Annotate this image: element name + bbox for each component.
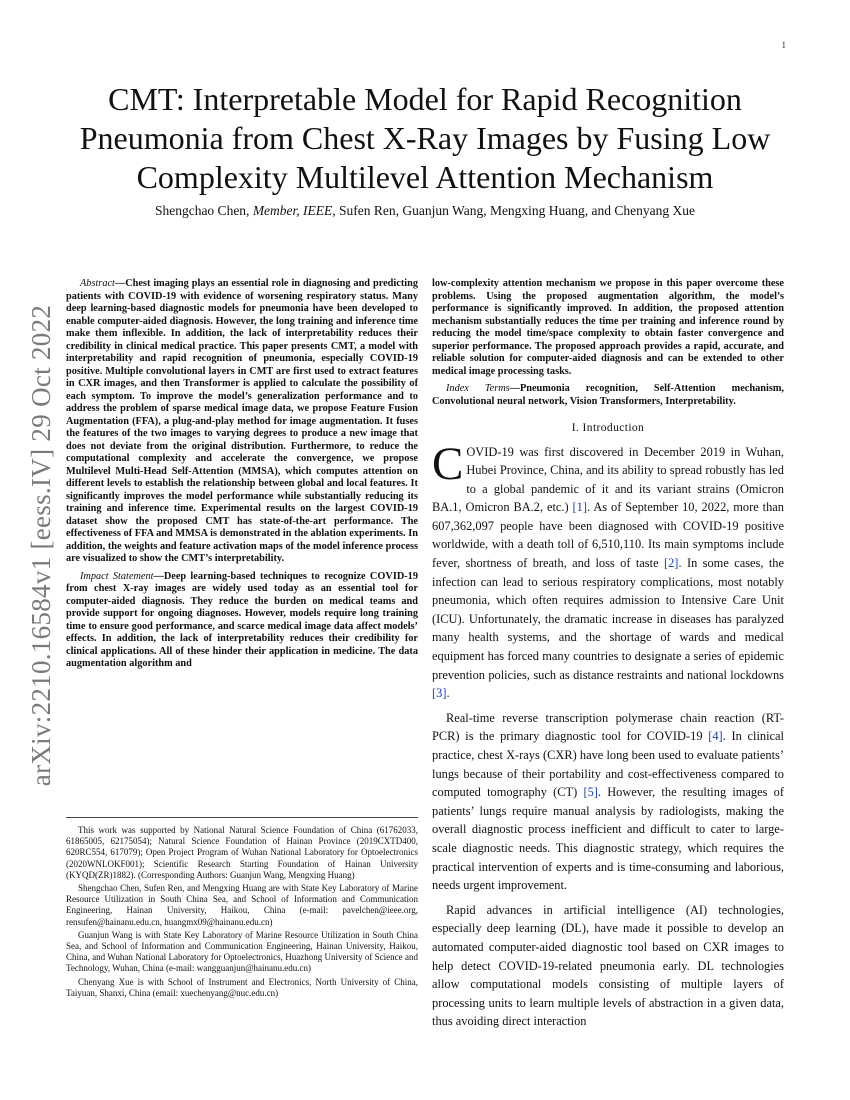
right-column [432,278,784,1037]
abstract-label: Abstract [80,278,115,289]
drop-cap-letter: C [432,437,464,490]
citation-link[interactable]: [4] [708,729,723,744]
intro-paragraph-3: Rapid advances in artificial intelligence (AI) technologies, especially deep learning (DL), have made it possible to develop an automated computer-aided diagnostic tool based on CXR images to help detect COVID-19-related pneumonia early. DL technologies allow computational models consisting of multiple layers of processing units to learn multiple levels of abstraction in a given data, thus avoiding direct interaction [432,902,784,1029]
abstract-paragraph [66,278,418,566]
abstract-text: —Chest imaging plays an essential role in diagnosing and predicting patients with COVID-19 with evidence of worsening respiratory status. Many deep learning-based diagnostic models for pneumonia have been developed to enable computer-aided diagnosis. However, the long training and inference time make them inflexible. In addition, the lack of interpretability reduces their credibility in clinical medical practice. This paper presents CMT, a model with interpretability and rapid recognition of pneumonia, especially COVID-19 positive. Multiple convolutional layers in CMT are first used to extract features in CXR images, and then Transformer is applied to calculate the possibility of each symptom. To improve the model’s generalization performance and to address the problem of sparse medical image data, we propose Feature Fusion Augmentation (FFA), a plug-and-play method for image augmentation. It fuses the features of the two images to varying degrees to produce a new image that does not deviate from the original distribution. Furthermore, to reduce the computational complexity and accelerate the convergence, we propose Multilevel Multi-Head Self-Attention (MMSA), which computes attention on different levels to establish the relationship between global and local features. It significantly improves the model performance while substantially reducing its training and inference time. Experimental results on the largest COVID-19 dataset show the proposed CMT has state-of-the-art performance. The effectiveness of FFA and MMSA is demonstrated in the ablation experiments. In addition, the weights and feature activation maps of the model inference process are visualized to show the CMT’s interpretability. [66,278,418,564]
intro-paragraph-1: COVID-19 was first discovered in December 2019 in Wuhan, Hubei Province, China, and its ability to spread robustly has led to a global pandemic of it and its variant strains (Omicron BA.1, Omicron BA.2, etc.) [1]. As of September 10, 2022, more than 607,362,097 people have been diagnosed with COVID-19 positive worldwide, with a death toll of 6,510,110. Its main symptoms include fever, shortness of breath, and loss of taste [2]. In some cases, the infection can lead to serious respiratory complications, most notably pneumonia, which often requires admission to Intensive Care Unit (ICU). Unfortunately, the dramatic increase in diseases has paralyzed many health systems, and the shortage of wards and medical equipment has forced many countries to designate a series of epidemic prevention policies, such as distance restraints and national lockdowns [3]. [432,437,785,701]
index-terms-text: —Pneumonia recognition, Self-Attention mechanism, Convolutional neural network, Vision Transformers, Interpretability. [432,383,784,407]
first-author: Shengchao Chen, [154,203,250,218]
section-heading-introduction: I. Introduction [571,422,645,434]
paper-title: CMT: Interpretable Model for Rapid Recognition Pneumonia from Chest X-Ray Images by Fusing Low Complexity Multilevel Attention Mechanism [79,81,771,195]
other-authors: Sufen Ren, Guanjun Wang, Mengxing Huang, and Chenyang Xue [335,203,696,218]
index-terms-paragraph [432,383,784,408]
author-list [60,203,790,219]
page-number: 1 [781,40,786,50]
footnote-affiliation-2: Guanjun Wang is with State Key Laboratory of Marine Resource Utilization in South China Sea, and School of Information and Communication Engineering, Hainan University, Haikou, China, and Wuhan National Laboratory for Optoelectronics, Huazhong University of Science and Technology, Wuhan, China (e-mail: wangguanjun@hainanu.edu.cn) [66,929,418,974]
citation-link[interactable]: [5] [583,785,598,800]
footnotes [66,817,418,1001]
impact-statement-text-left: —Deep learning-based techniques to recognize COVID-19 from chest X-ray images are widely used today as an essential tool for computer-aided diagnosis. They reduce the burden on medical teams and provide support for ongoing diagnoses. However, models require long training time to ensure good performance, and scarce medical image data affect models’ effects. In addition, the lack of interpretability reduces their credibility for clinical applications. All of these hinder their application in medicine. The data augmentation algorithm and [66,570,418,669]
author-membership: Member, IEEE, [249,203,336,218]
citation-link[interactable]: [1] [572,500,587,515]
footnote-affiliation-1: Shengchao Chen, Sufen Ren, and Mengxing Huang are with State Key Laboratory of Marine Resource Utilization in South China Sea, and School of Information and Communication Engineering, Hainan University, Haikou, China (e-mail: pavelchen@ieee.org, rensufen@hainanu.edu.cn, huangmx09@hainanu.edu.cn) [66,883,418,927]
index-terms-label: Index Terms [446,383,510,394]
impact-statement-label: Impact Statement [80,570,154,582]
left-column [66,278,418,676]
citation-link[interactable]: [3] [432,686,447,701]
intro-paragraph-2: Real-time reverse transcription polymerase chain reaction (RT-PCR) is the primary diagnostic tool for COVID-19 [4]. In clinical practice, chest X-rays (CXR) have long been used to evaluate patients’ lungs because of their portability and cost-effectiveness compared to computed tomography (CT) [5]. However, the resulting images of patients’ lungs require manual analysis by radiologists, making the overall diagnostic process inefficient and difficult to cater to large-scale diagnostic needs. This diagnostic strategy, which requires the practical intervention of experts and is time-consuming and laborious, needs urgent improvement. [432,710,784,893]
arxiv-identifier-stamp [22,295,62,795]
footnote-funding: This work was supported by National Natural Science Foundation of China (61762033, 61865005, 62175054); Natural Science Foundation of Hainan Province (2019CXTD400, 620RC554, 617079); Open Project Program of Wuhan National Laboratory for Optoelectronics (2020WNLOKF001); Scientific Research Starting Foundation of Hainan University (KYQD(ZR)1882). (Corresponding Authors: Guanjun Wang, Mengxing Huang) [66,825,418,880]
introduction-body [432,437,785,1031]
footnote-divider [66,817,418,818]
arxiv-identifier-text: arXiv:2210.16584v1 [eess.IV] 29 Oct 2022 [26,304,57,786]
citation-link[interactable]: [2] [663,556,679,571]
impact-statement-continued: low-complexity attention mechanism we propose in this paper overcome these problems. Using the proposed augmentation algorithm, the model’s performance is significantly improved. In addition, the proposed attention mechanism substantially reduces the time per training and inference round by reducing the model time/space complexity to obtain faster convergence and superior performance. The proposed approach provides a rapid, accurate, and reliable solution for computer-aided diagnosis and can be extended to other medical image processing tasks. [432,278,784,377]
footnote-affiliation-3: Chenyang Xue is with School of Instrument and Electronics, North University of China, Taiyuan, Shanxi, China (email: xuechenyang@nuc.edu.cn) [66,976,418,998]
impact-statement-paragraph [66,571,418,671]
